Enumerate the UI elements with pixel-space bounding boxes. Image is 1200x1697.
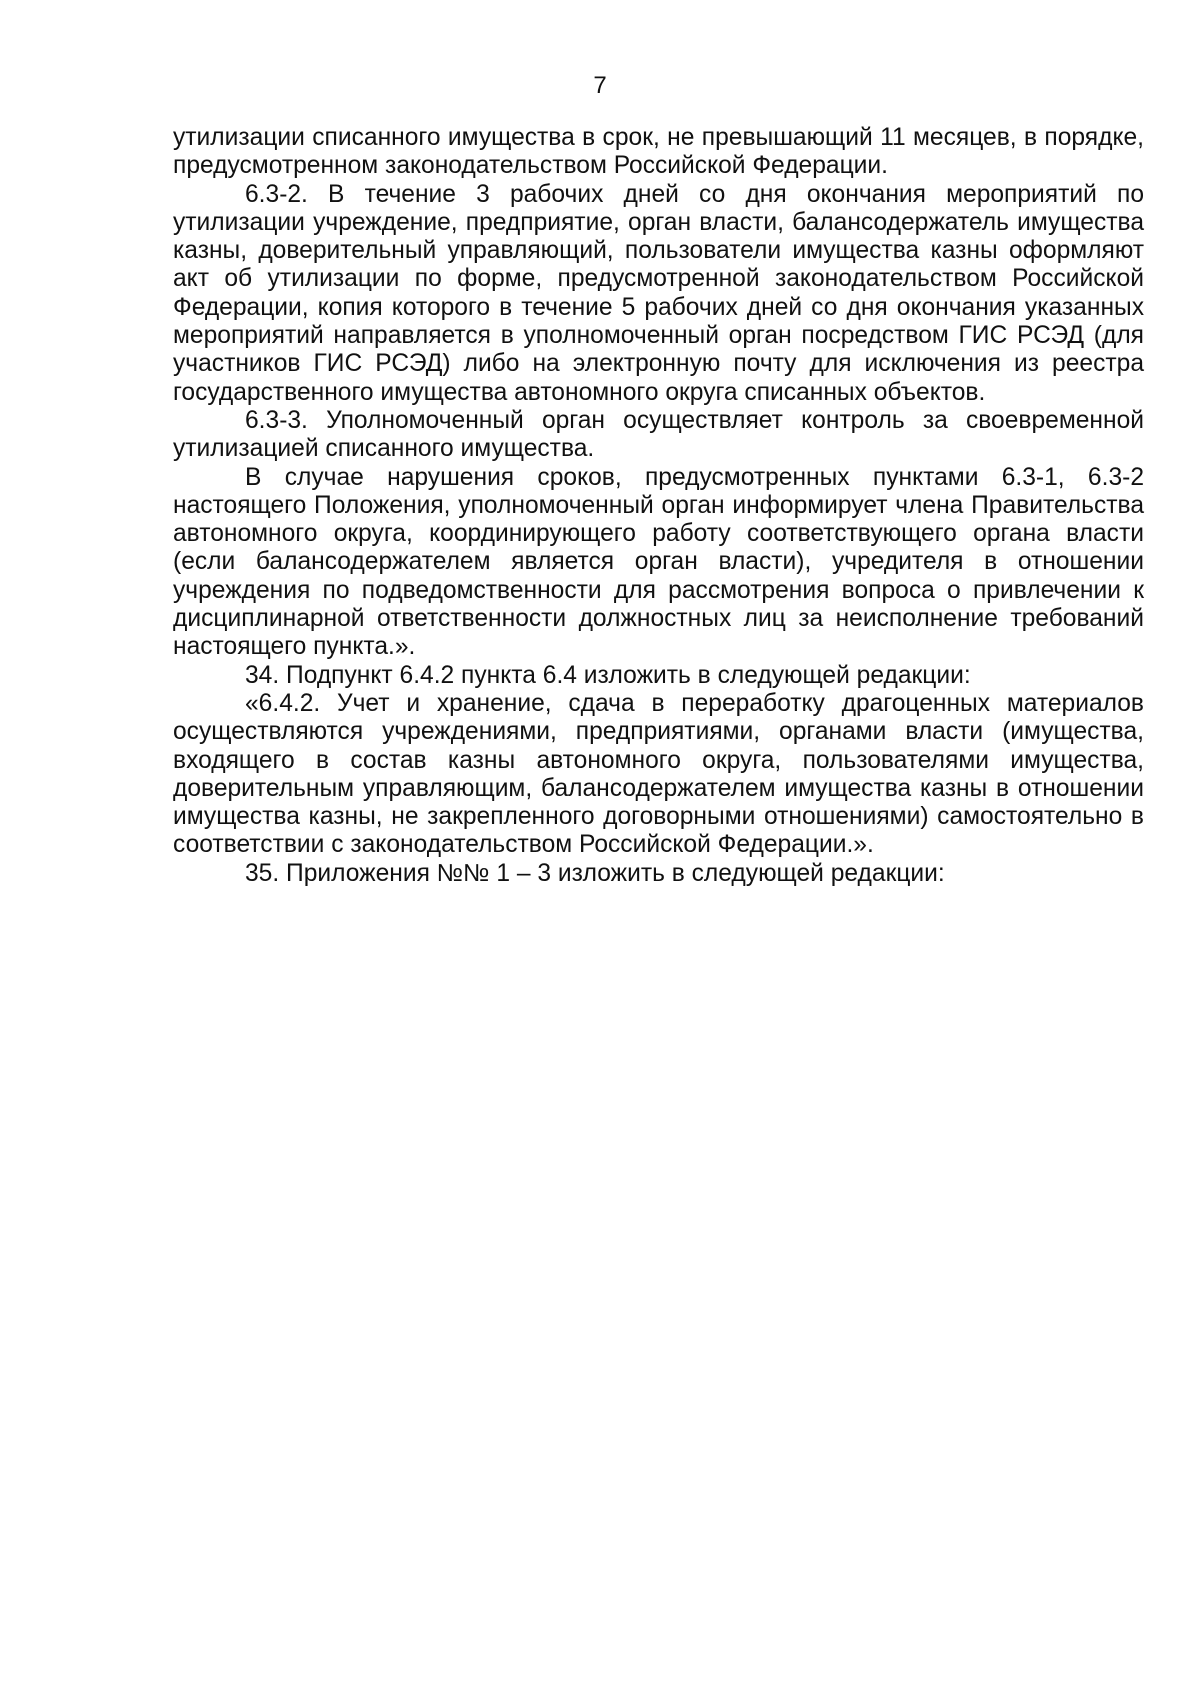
page-number: 7 <box>593 72 607 99</box>
paragraph-6-4-2: «6.4.2. Учет и хранение, сдача в переработку драгоценных материалов осуществляются учреждениями, предприятиями, органами власти (имущества, входящего в состав казны автономного округа, пользователями имущества, доверительным управляющим, балансодержателем имущества казны в отношении имущества казны, не закрепленного договорными отношениями) самостоятельно в соответствии с законодательством Российской Федерации.». <box>173 689 1144 859</box>
paragraph-continuation: утилизации списанного имущества в срок, не превышающий 11 месяцев, в порядке, предусмотренном законодательством Российской Федерации. <box>173 124 1144 180</box>
paragraph-item-35: 35. Приложения №№ 1 – 3 изложить в следующей редакции: <box>245 859 945 887</box>
document-body <box>173 124 1144 888</box>
paragraph-6-3-3: 6.3-3. Уполномоченный орган осуществляет контроль за своевременной утилизацией списанного имущества. <box>173 406 1144 463</box>
paragraph-item-34: 34. Подпункт 6.4.2 пункта 6.4 изложить в следующей редакции: <box>245 661 971 689</box>
paragraph-6-3-2: 6.3-2. В течение 3 рабочих дней со дня окончания мероприятий по утилизации учреждение, предприятие, орган власти, балансодержатель имущества казны, доверительный управляющий, пользователи имущества казны оформляют акт об утилизации по форме, предусмотренной законодательством Российской Федерации, копия которого в течение 5 рабочих дней со дня окончания указанных мероприятий направляется в уполномоченный орган посредством ГИС РСЭД (для участников ГИС РСЭД) либо на электронную почту для исключения из реестра государственного имущества автономного округа списанных объектов. <box>173 180 1144 406</box>
paragraph-violation-terms: В случае нарушения сроков, предусмотренных пунктами 6.3-1, 6.3-2 настоящего Положения, уполномоченный орган информирует члена Правительства автономного округа, координирующего работу соответствующего органа власти (если балансодержателем является орган власти), учредителя в отношении учреждения по подведомственности для рассмотрения вопроса о привлечении к дисциплинарной ответственности должностных лиц за неисполнение требований настоящего пункта.». <box>173 463 1144 661</box>
